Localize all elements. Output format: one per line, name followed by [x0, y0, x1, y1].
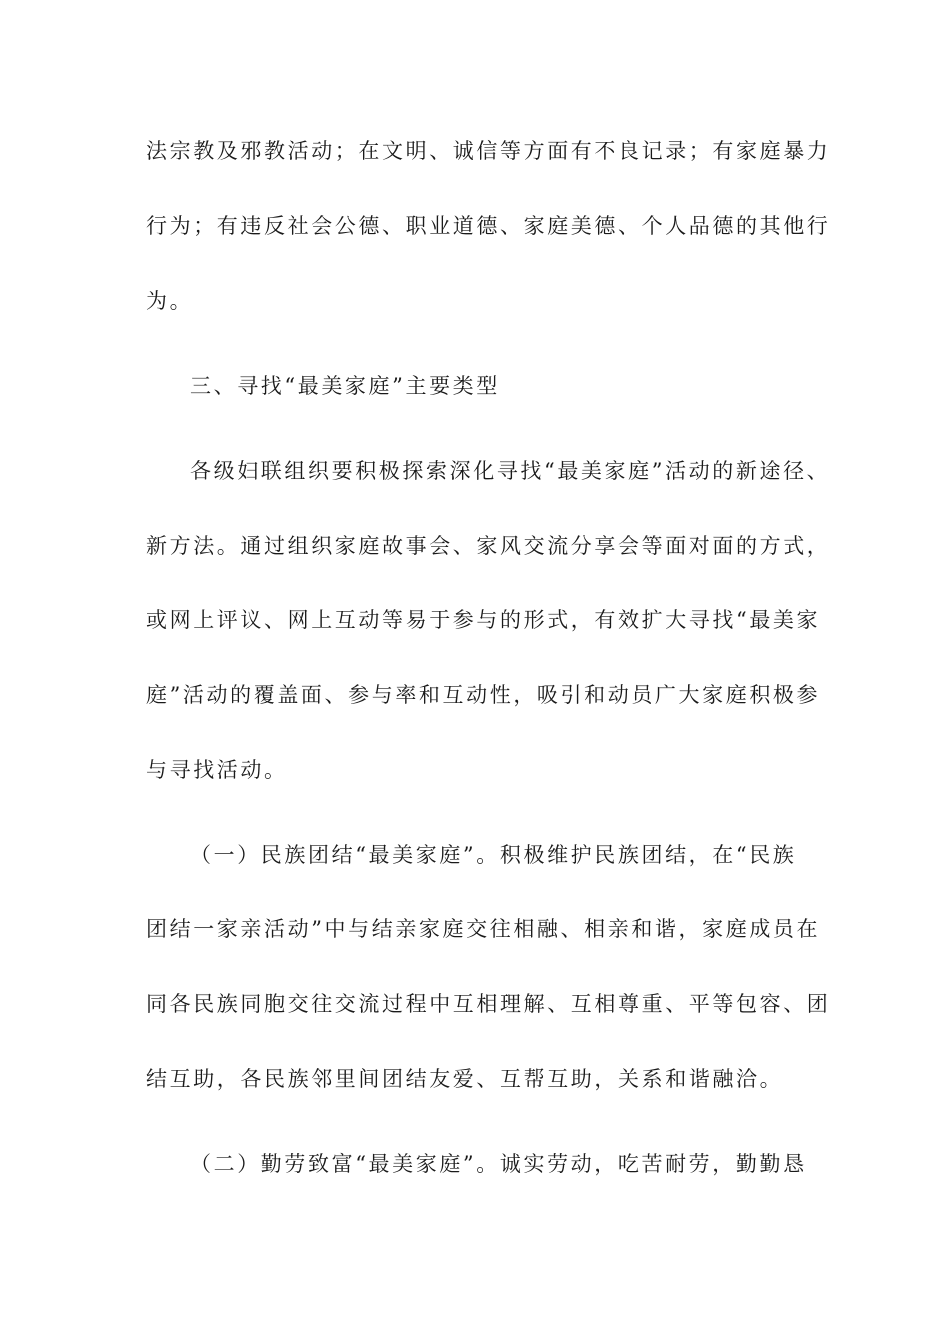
- paragraph-line: （二）勤劳致富“最美家庭”。诚实劳动，吃苦耐劳，勤勤恳: [190, 1152, 807, 1176]
- paragraph-line: （一）民族团结“最美家庭”。积极维护民族团结，在“民族: [190, 843, 797, 867]
- paragraph-line: 各级妇联组织要积极探索深化寻找“最美家庭”活动的新途径、: [190, 459, 831, 483]
- paragraph-line: 法宗教及邪教活动；在文明、诚信等方面有不良记录；有家庭暴力: [146, 139, 831, 163]
- paragraph-line: 与寻找活动。: [146, 758, 288, 782]
- paragraph-line: 新方法。通过组织家庭故事会、家风交流分享会等面对面的方式，: [146, 534, 831, 558]
- paragraph-line: 庭”活动的覆盖面、参与率和互动性，吸引和动员广大家庭积极参: [146, 683, 821, 707]
- paragraph-line: 团结一家亲活动”中与结亲家庭交往相融、相亲和谐，家庭成员在: [146, 917, 821, 941]
- paragraph-line: 或网上评议、网上互动等易于参与的形式，有效扩大寻找“最美家: [146, 608, 821, 632]
- paragraph-line: 为。: [146, 289, 194, 313]
- paragraph-line: 同各民族同胞交往交流过程中互相理解、互相尊重、平等包容、团: [146, 992, 831, 1016]
- section-heading: 三、寻找“最美家庭”主要类型: [190, 374, 500, 398]
- paragraph-line: 结互助，各民族邻里间团结友爱、互帮互助，关系和谐融洽。: [146, 1067, 784, 1091]
- paragraph-line: 行为；有违反社会公德、职业道德、家庭美德、个人品德的其他行: [146, 214, 831, 238]
